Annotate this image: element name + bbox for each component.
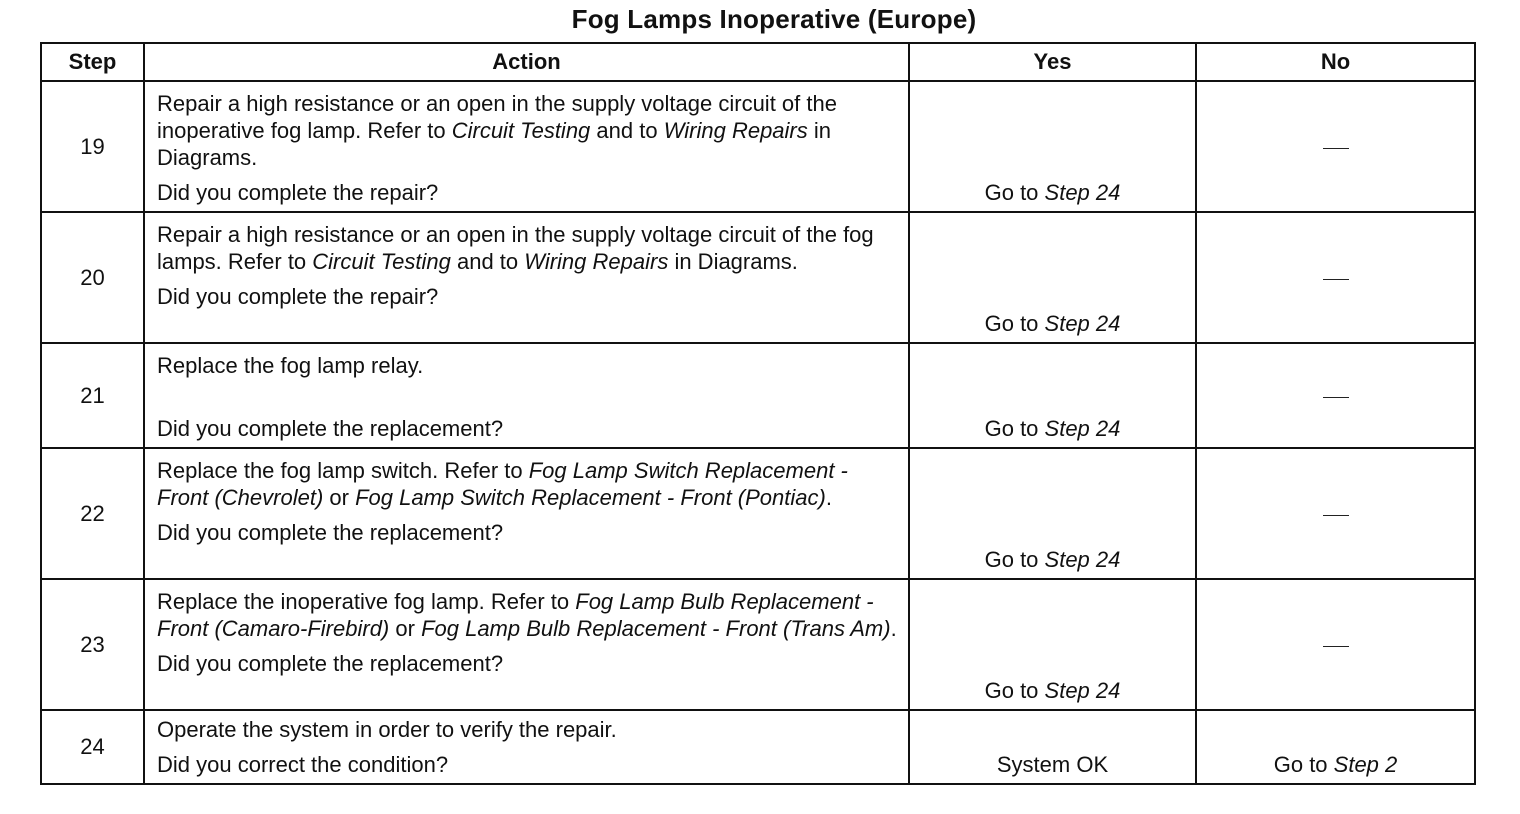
action-cell [144, 212, 909, 343]
action-cell [144, 710, 909, 784]
text-run: Repair a high resistance or an open in the supply voltage circuit of the inoperative fog lamp. Refer to [157, 91, 837, 143]
text-run: Go to [984, 180, 1045, 205]
header-yes: Yes [909, 43, 1196, 81]
step-number: 21 [41, 343, 144, 448]
table-row [41, 710, 1475, 784]
no-result [1196, 212, 1475, 343]
text-run: Go to [1273, 752, 1334, 777]
yes-result [909, 343, 1196, 448]
table-body [41, 81, 1475, 784]
dash-mark [1323, 148, 1349, 149]
dash-mark [1323, 397, 1349, 398]
step-number: 20 [41, 212, 144, 343]
text-run: Go to [984, 547, 1045, 572]
diagnostic-table [40, 42, 1476, 785]
text-run: Operate the system in order to verify the repair. [157, 717, 617, 742]
yes-result [909, 81, 1196, 212]
yes-result [909, 579, 1196, 710]
reference-text: Step 24 [1044, 311, 1121, 336]
text-run: or [389, 616, 422, 641]
action-description [157, 716, 898, 743]
step-number: 23 [41, 579, 144, 710]
no-result [1196, 448, 1475, 579]
action-question: Did you complete the replacement? [157, 520, 504, 545]
action-question: Did you correct the condition? [157, 752, 449, 777]
reference-text: Wiring Repairs [524, 249, 669, 274]
dash-mark [1323, 515, 1349, 516]
dash-mark [1323, 279, 1349, 280]
no-result [1196, 710, 1475, 784]
yes-result [909, 212, 1196, 343]
action-question: Did you complete the replacement? [157, 416, 504, 441]
table-row [41, 448, 1475, 579]
text-run: and to [450, 249, 525, 274]
reference-text: Step 24 [1044, 416, 1121, 441]
no-result [1196, 81, 1475, 212]
dash-mark [1323, 646, 1349, 647]
reference-text: Circuit Testing [312, 249, 451, 274]
action-description [157, 588, 898, 642]
action-description [157, 352, 898, 379]
table-header-row [41, 43, 1475, 81]
text-run: Go to [984, 416, 1045, 441]
text-run: Replace the fog lamp switch. Refer to [157, 458, 529, 483]
reference-text: Fog Lamp Switch Replacement - Front (Pontiac) [355, 485, 826, 510]
action-cell [144, 343, 909, 448]
no-result [1196, 579, 1475, 710]
action-description [157, 457, 898, 511]
reference-text: Step 24 [1044, 180, 1121, 205]
yes-result [909, 710, 1196, 784]
yes-result [909, 448, 1196, 579]
step-number: 24 [41, 710, 144, 784]
action-question: Did you complete the replacement? [157, 651, 504, 676]
reference-text: Fog Lamp Bulb Replacement - Front (Trans Am) [421, 616, 891, 641]
header-step: Step [41, 43, 144, 81]
text-run: Replace the fog lamp relay. [157, 353, 424, 378]
text-run: in Diagrams. [668, 249, 798, 274]
step-number: 22 [41, 448, 144, 579]
reference-text: Circuit Testing [451, 118, 591, 143]
no-result [1196, 343, 1475, 448]
action-cell [144, 81, 909, 212]
text-run: in Diagrams. [157, 118, 832, 170]
action-cell [144, 579, 909, 710]
header-no: No [1196, 43, 1475, 81]
reference-text: Fog Lamp Bulb Replacement - Front (Camaro-Firebird) [157, 589, 874, 641]
reference-text: Fog Lamp Switch Replacement - Front (Chevrolet) [157, 458, 848, 510]
text-run: System OK [996, 752, 1109, 777]
text-run: or [323, 485, 356, 510]
action-question: Did you complete the repair? [157, 284, 439, 309]
table-row [41, 212, 1475, 343]
reference-text: Step 2 [1333, 752, 1398, 777]
table-row [41, 343, 1475, 448]
text-run: Go to [984, 311, 1045, 336]
header-action: Action [144, 43, 909, 81]
text-run: and to [590, 118, 664, 143]
reference-text: Wiring Repairs [663, 118, 808, 143]
reference-text: Step 24 [1044, 678, 1121, 703]
action-question: Did you complete the repair? [157, 180, 439, 205]
text-run: Replace the inoperative fog lamp. Refer to [157, 589, 576, 614]
document-title: Fog Lamps Inoperative (Europe) [571, 4, 977, 34]
table-row [41, 579, 1475, 710]
text-run: . [890, 616, 897, 641]
step-number: 19 [41, 81, 144, 212]
action-cell [144, 448, 909, 579]
reference-text: Step 24 [1044, 547, 1121, 572]
action-description [157, 221, 898, 275]
text-run: Repair a high resistance or an open in the supply voltage circuit of the fog lamps. Refer to [157, 222, 874, 274]
text-run: Go to [984, 678, 1045, 703]
table-row [41, 81, 1475, 212]
text-run: . [825, 485, 832, 510]
action-description [157, 90, 898, 171]
